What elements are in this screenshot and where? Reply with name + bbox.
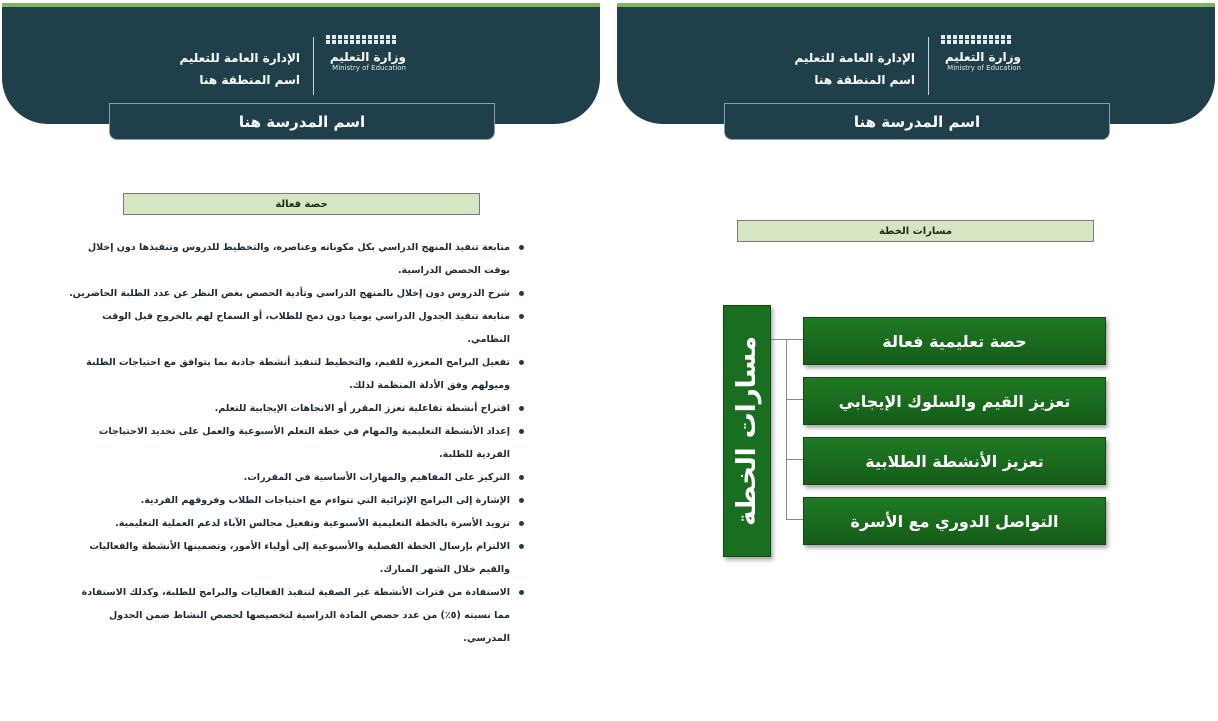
connector-branch bbox=[786, 339, 803, 340]
track-effective-class: حصة تعليمية فعالة bbox=[803, 317, 1106, 365]
admin-title: الإدارة العامة للتعليم bbox=[179, 51, 300, 65]
track-student-activities: تعزيز الأنشطة الطلابية bbox=[803, 437, 1106, 485]
connector-branch bbox=[786, 519, 803, 520]
region-name: اسم المنطقة هنا bbox=[199, 73, 300, 87]
ministry-logo bbox=[941, 35, 1021, 97]
track-family-communication: التواصل الدوري مع الأسرة bbox=[803, 497, 1106, 545]
list-item: تفعيل البرامج المعززة للقيم، والتخطيط لتنفيذ أنشطة جاذبة بما يتوافق مع احتياجات الطلبة وميولهم وفق الأدلة المنظمة لذلك. bbox=[64, 351, 524, 397]
vertical-label-text: مسارات الخطة bbox=[732, 336, 762, 526]
school-name-tab: اسم المدرسة هنا bbox=[109, 103, 495, 140]
plan-tracks-vertical-label bbox=[723, 305, 771, 557]
list-item: الاستفادة من فترات الأنشطة غير الصفية لتنفيذ الفعاليات والبرامج للطلبة، وكذلك الاستفادة مما نسبته (٥٪) من عدد حصص المادة الدراسية لتخصيصها لحصص النشاط ضمن الجدول المدرسي. bbox=[64, 581, 524, 650]
logo-dots-icon bbox=[941, 35, 1021, 44]
logo-dots-icon bbox=[326, 35, 406, 44]
connector-branch bbox=[786, 459, 803, 460]
ministry-name-ar: وزارة التعليم bbox=[329, 50, 406, 64]
ministry-logo bbox=[326, 35, 406, 97]
track-values-behavior: تعزيز القيم والسلوك الإيجابي bbox=[803, 377, 1106, 425]
ministry-name-ar: وزارة التعليم bbox=[944, 50, 1021, 64]
section-title-plan-tracks: مسارات الخطة bbox=[737, 220, 1094, 242]
list-item: متابعة تنفيذ المنهج الدراسي بكل مكوناته وعناصره، والتخطيط للدروس وتنفيذها دون إخلال بوقت الحصص الدراسية. bbox=[64, 236, 524, 282]
list-item: إعداد الأنشطة التعليمية والمهام في خطة التعلم الأسبوعية والعمل على تحديد الاحتياجات الفردية للطلبة. bbox=[64, 420, 524, 466]
list-item: اقتراح أنشطة تفاعلية تعزز المقرر أو الاتجاهات الإيجابية للتعلم. bbox=[64, 397, 524, 420]
region-name: اسم المنطقة هنا bbox=[814, 73, 915, 87]
admin-info bbox=[794, 47, 915, 91]
connector-branch bbox=[786, 399, 803, 400]
tree-connector bbox=[786, 339, 787, 519]
list-item: التركيز على المفاهيم والمهارات الأساسية في المقررات. bbox=[64, 466, 524, 489]
bullet-list bbox=[64, 236, 524, 650]
admin-title: الإدارة العامة للتعليم bbox=[794, 51, 915, 65]
connector-top bbox=[771, 339, 786, 340]
admin-info bbox=[179, 47, 300, 91]
section-title-effective-class: حصة فعالة bbox=[123, 193, 480, 215]
header-divider bbox=[928, 37, 929, 95]
list-item: الإشارة إلى البرامج الإثرائية التي تتواءم مع احتياجات الطلاب وفروقهم الفردية. bbox=[64, 489, 524, 512]
ministry-name-en: Ministry of Education bbox=[947, 64, 1021, 72]
ministry-name-en: Ministry of Education bbox=[332, 64, 406, 72]
header-divider bbox=[313, 37, 314, 95]
list-item: شرح الدروس دون إخلال بالمنهج الدراسي وتأدية الحصص بغض النظر عن عدد الطلبة الحاضرين. bbox=[64, 282, 524, 305]
list-item: متابعة تنفيذ الجدول الدراسي يوميا دون دمج للطلاب، أو السماح لهم بالخروج قبل الوقت النظامي. bbox=[64, 305, 524, 351]
list-item: الالتزام بإرسال الخطة الفصلية والأسبوعية إلى أولياء الأمور، وتضمينها الأنشطة والفعاليات والقيم خلال الشهر المبارك. bbox=[64, 535, 524, 581]
school-name-tab: اسم المدرسة هنا bbox=[724, 103, 1110, 140]
list-item: تزويد الأسرة بالخطة التعليمية الأسبوعية وتفعيل مجالس الآباء لدعم العملية التعليمية. bbox=[64, 512, 524, 535]
